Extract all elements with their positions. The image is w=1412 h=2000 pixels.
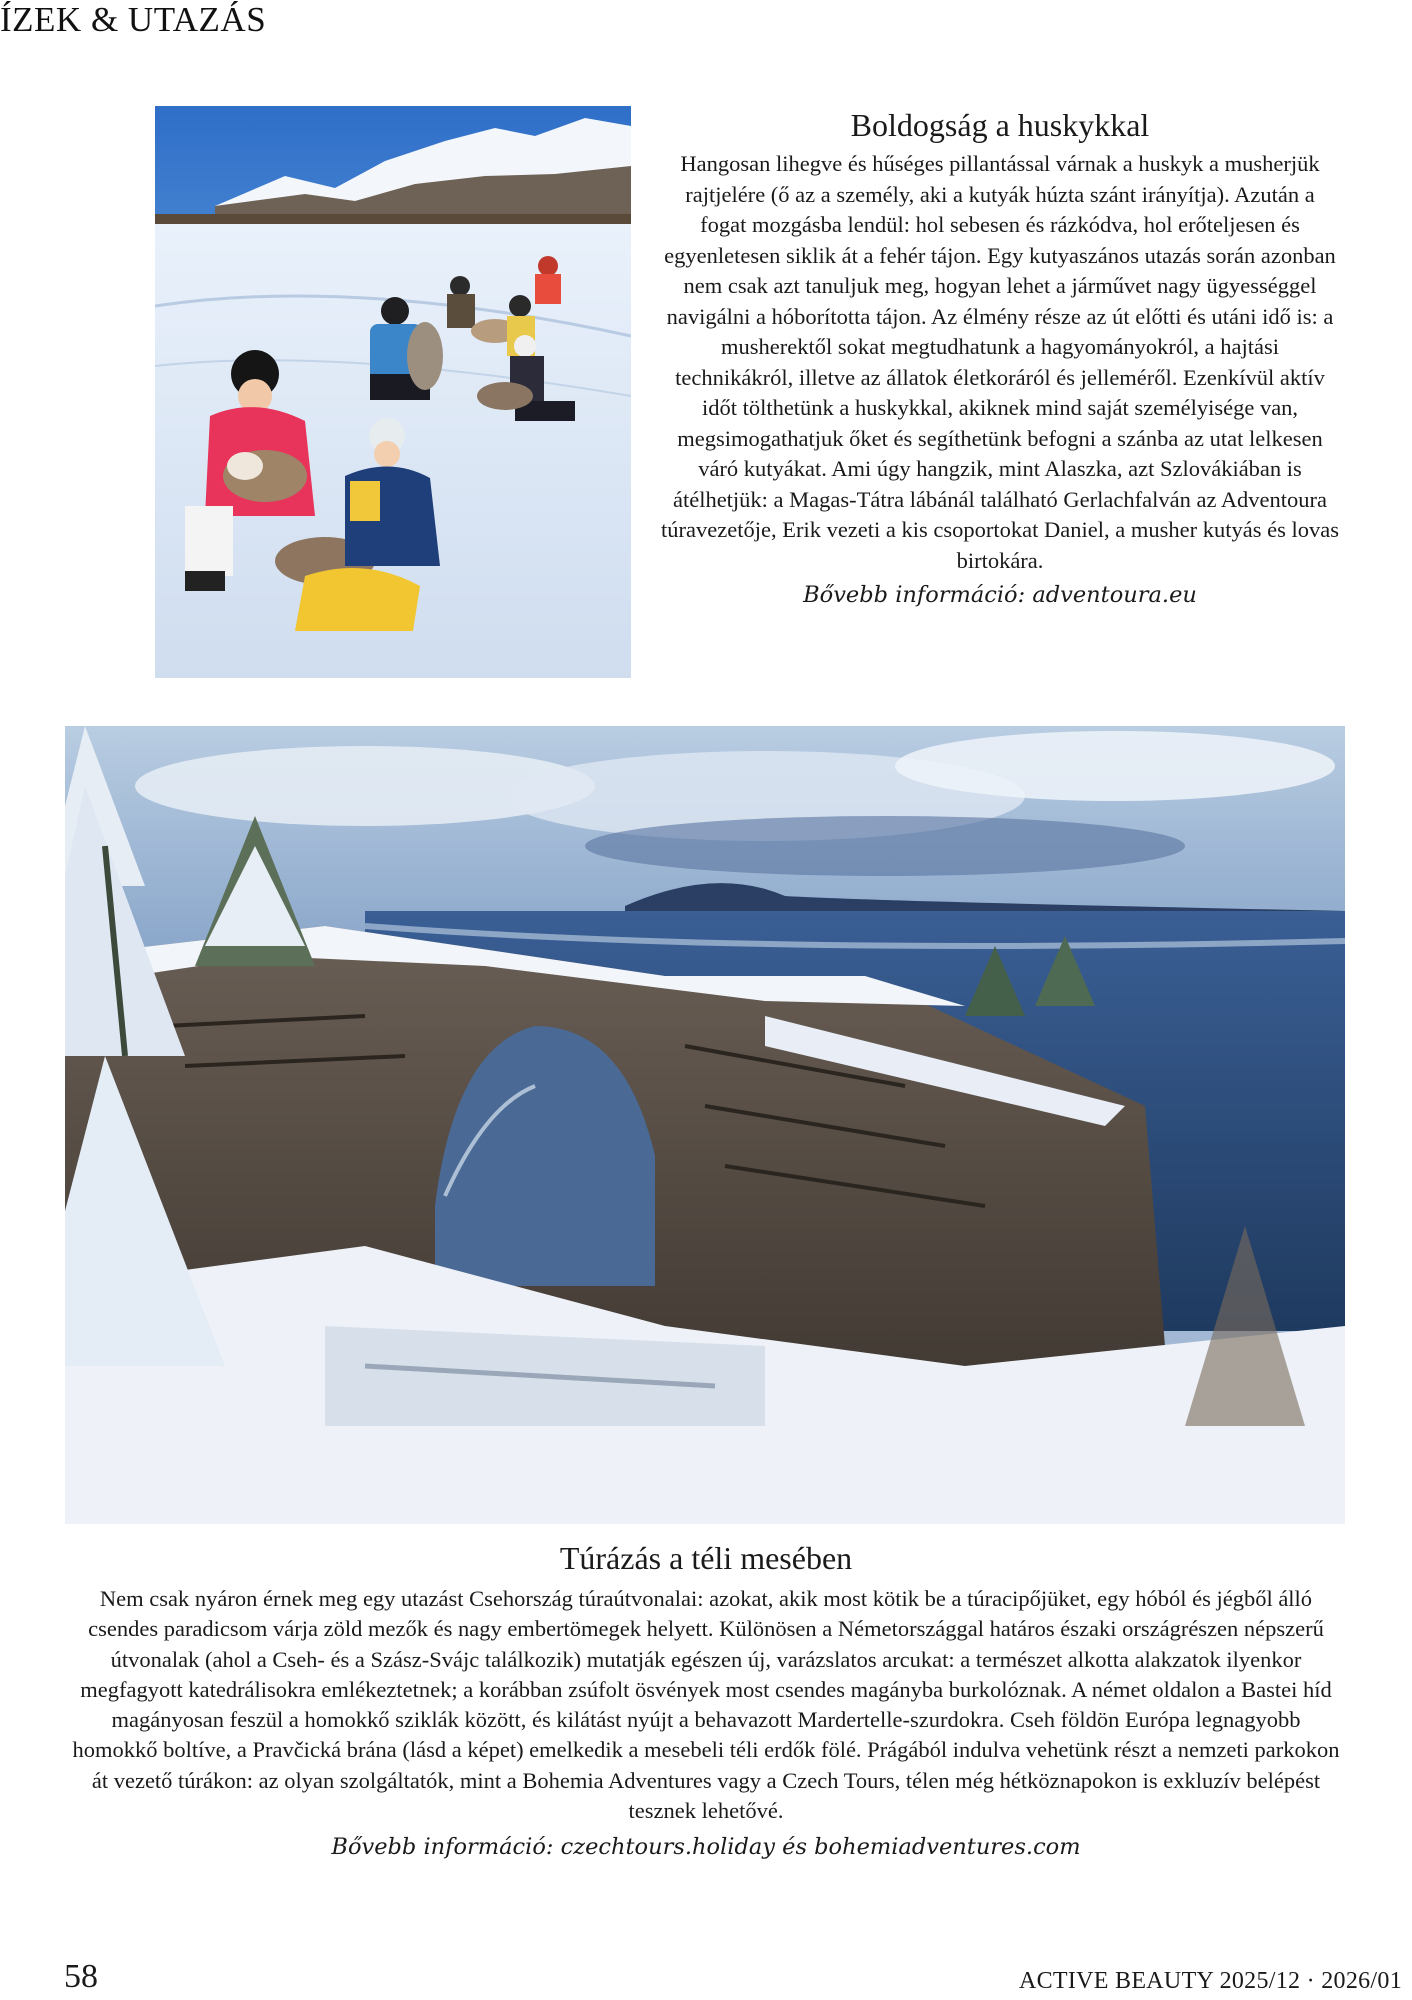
article-hiking-title: Túrázás a téli mesében: [559, 1540, 853, 1576]
article-husky-more-info: Bővebb információ: adventoura.eu: [803, 582, 1197, 608]
article-hiking: [66, 1536, 1346, 1862]
page-number: 58: [64, 1958, 98, 1995]
article-husky-title: Boldogság a huskykkal: [850, 107, 1150, 143]
pravcicka-brana-photo: [65, 726, 1345, 1524]
husky-sledding-photo: [155, 106, 631, 678]
section-label: ÍZEK & UTAZÁS: [0, 0, 267, 39]
article-husky: [660, 103, 1340, 610]
article-husky-body: Hangosan lihegve és hűséges pillantással várnak a huskyk a musherjük rajtjelére (ő az a személy, aki a kutyák húzta szánt irányítja). Azután a fogat mozgásba lendül: hol sebesen és rázkódva, hol erőteljesen és egyenletesen siklik át a fehér tájon. Egy kutyaszános utazás során azonban nem csak azt tanuljuk meg, hogyan lehet a járművet nagy ügyességgel navigálni a hóborította tájon. Az élmény része az út előtti és utáni idő is: a musherektől sokat megtudhatunk a hagyományokról, a hajtási technikákról, illetve az állatok életkoráról és jelleméről. Ezenkívül aktív időt tölthetünk a huskykkal, akiknek mind saját személyisége van, megsimogathatjuk őket és segíthetünk befogni a szánba az utat lelkesen váró kutyákat. Ami úgy hangzik, mint Alaszka, azt Szlovákiában is átélhetjük: a Magas-Tátra lábánál található Gerlachfalván az Adventoura túravezetője, Erik vezeti a kis csoportokat Daniel, a musher kutyás és lovas birtokára.: [661, 151, 1339, 573]
article-hiking-more-info: Bővebb információ: czechtours.holiday és bohemiadventures.com: [331, 1834, 1081, 1861]
article-hiking-body: Nem csak nyáron érnek meg egy utazást Csehország túraútvonalai: azokat, akik most kötik be a túracipőjüket, egy hóból és jégből álló csendes paradicsom várja zöld mezők és nagy embertömegek helyett. Különösen a Németországgal határos északi országrészen népszerű útvonalak (ahol a Cseh- és a Szász-Svájc találkozik) mutatják egészen új, varázslatos arcukat: a természet alkotta alakzatok ilyenkor megfagyott katedrálisokra emlékeztetnek; a korábban zsúfolt ösvények most csendes magányba burkolóznak. A német oldalon a Bastei híd magányosan feszül a homokkő sziklák között, és kilátást nyújt a behavazott Mardertelle-szurdokra. Cseh földön Európa legnagyobb homokkő boltíve, a Pravčická brána (lásd a képet) emelkedik a mesebeli téli erdők fölé. Prágából indulva vehetünk részt a nemzeti parkokon át vezető túrákon: az olyan szolgáltatók, mint a Bohemia Adventures vagy a Czech Tours, télen még hétköznapokon is exkluzív belépést tesznek lehetővé.: [72, 1586, 1340, 1824]
magazine-issue: ACTIVE BEAUTY 2025/12 · 2026/01: [1018, 1968, 1402, 1994]
